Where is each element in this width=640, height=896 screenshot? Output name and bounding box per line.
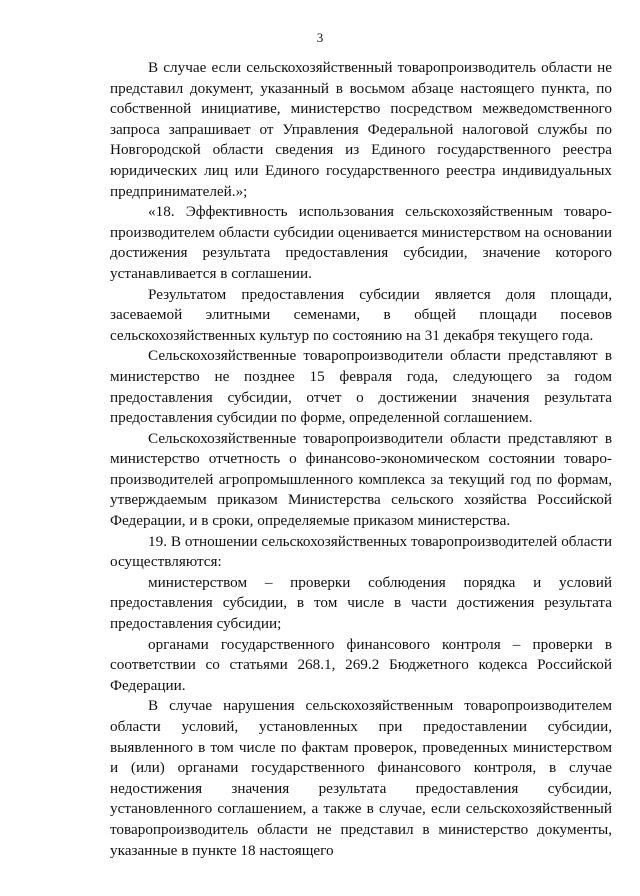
- paragraph-violation-cases: В случае нарушения сельскохозяйственным товаропроизводителем области условий, установленных при предоставлении субсидии, выявленного в том числе по фактам проверок, проведенных министерством и (или) органами государственного финансового контроля, в случае недостижения значения результата предоставления субсидии, установленного соглашением, а также в случае, если сельскохозяйственный товаропроизводитель области не представил в министерство документы, указанные в пункте 18 настоящего: [110, 697, 612, 859]
- paragraph-financial-control-checks: органами государственного финансового контроля – проверки в соответствии со статьями 268.1, 269.2 Бюджетного кодекса Российской Федерации.: [110, 635, 612, 694]
- paragraph-missing-document: В случае если сельскохозяйственный товаропроизводитель области не представил документ, указанный в восьмом абзаце настоящего пункта, по собственной инициативе, министерство посредством межведомственного запроса запрашивает от Управления Федеральной налоговой службы по Новгородской области сведения из Единого государственного реестра юридических лиц или Единого государственного реестра индивидуальных предпринимателей.»;: [110, 59, 612, 200]
- paragraph-ministry-checks: министерством – проверки соблюдения порядка и условий предоставления субсидии, в том числе в части достижения результата предоставления субсидии;: [110, 573, 612, 633]
- paragraph-item-19-checks: 19. В отношении сельскохозяйственных товаропроизводителей области осуществляются:: [110, 532, 612, 571]
- page-number: 3: [316, 30, 324, 45]
- document-body: [110, 58, 612, 861]
- paragraph-subsidy-result: Результатом предоставления субсидии является доля площади, засеваемой элитными семенами, в общей площади посевов сельскохозяйственных культур по состоянию на 31 декабря текущего года.: [110, 285, 612, 344]
- paragraph-report-deadline: Сельскохозяйственные товаропроизводители области представляют в министерство не позднее 15 февраля года, следующего за годом предоставления субсидии, отчет о достижении значения результата предоставления субсидии по форме, определенной соглашением.: [110, 347, 612, 427]
- paragraph-financial-reporting: Сельскохозяйственные товаропроизводители области представляют в министерство отчетность о финансово-экономическом состоянии товаро-производителей агропромышленного комплекса за текущий год по формам, утверждаемым приказом Министерства сельского хозяйства Российской Федерации, и в сроки, определяемые приказом министерства.: [110, 429, 612, 530]
- paragraph-item-18-efficiency: «18. Эффективность использования сельскохозяйственным товаро-производителем области субсидии оценивается министерством на основании достижения результата предоставления субсидии, значение которого устанавливается в соглашении.: [110, 203, 612, 282]
